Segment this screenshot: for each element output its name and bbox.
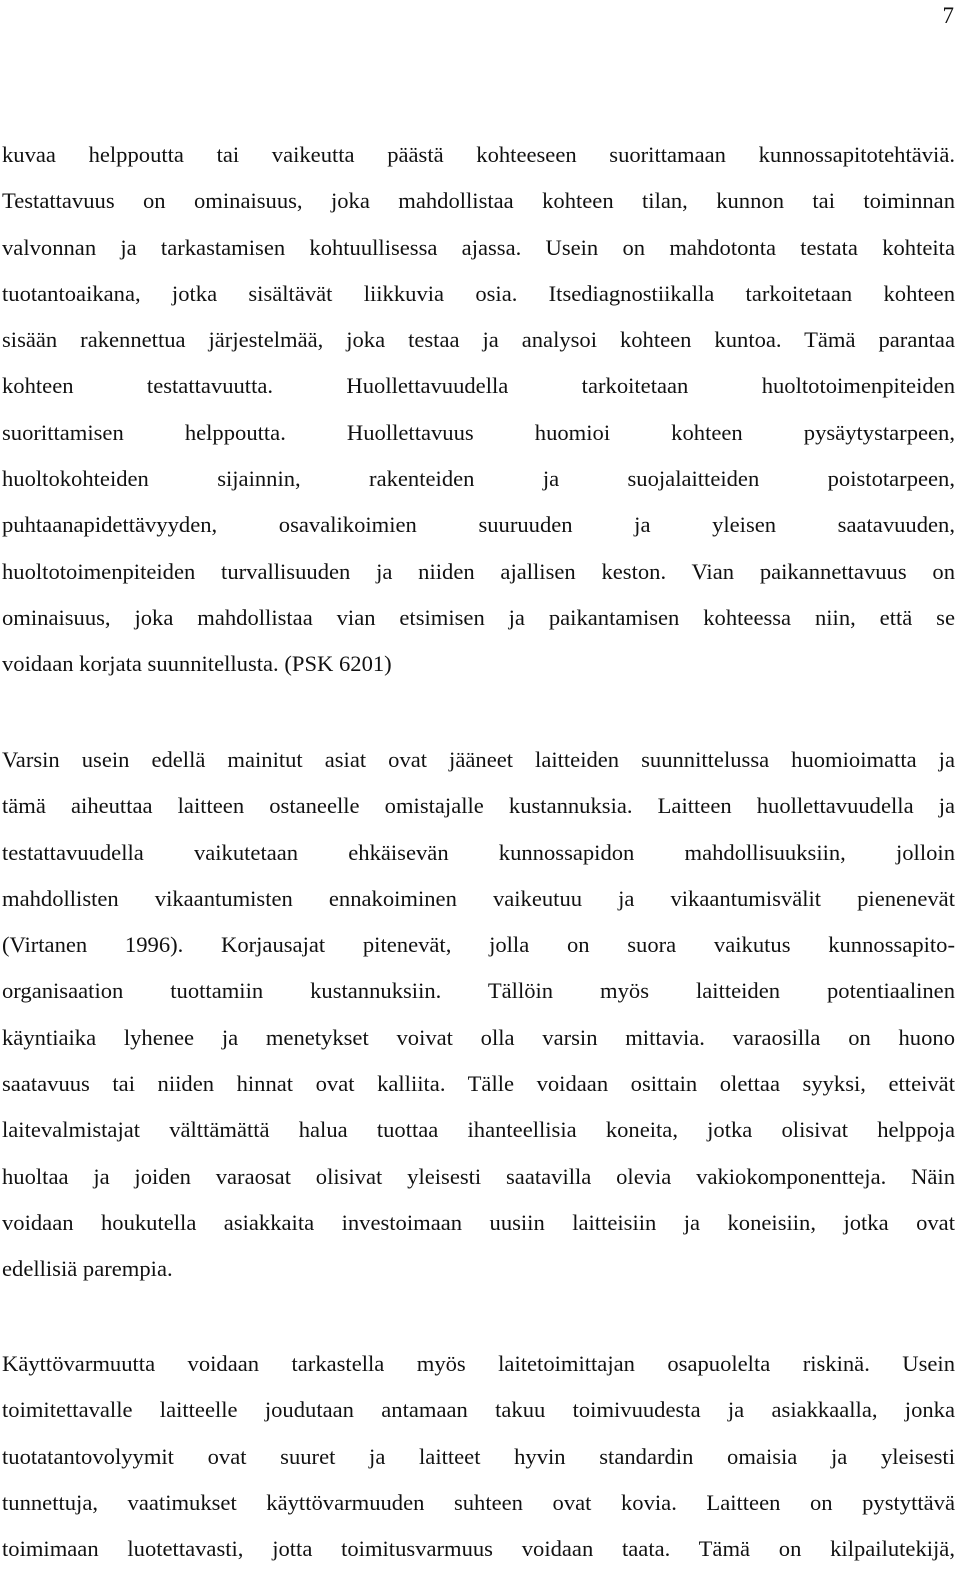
paragraph-line: ominaisuus, joka mahdollistaa vian etsimisen ja paikantamisen kohteessa niin, että se (2, 604, 955, 630)
paragraph-line: tunnettuja, vaatimukset käyttövarmuuden suhteen ovat kovia. Laitteen on pystyttävä (2, 1489, 955, 1515)
paragraph-line: käyntiaika lyhenee ja menetykset voivat olla varsin mittavia. varaosilla on huono (2, 1024, 955, 1050)
paragraph-1 (2, 132, 955, 688)
paragraph-3 (2, 1341, 955, 1572)
paragraph-line: puhtaanapidettävyyden, osavalikoimien suuruuden ja yleisen saatavuuden, (2, 512, 955, 538)
paragraph-line: huoltokohteiden sijainnin, rakenteiden ja suojalaitteiden poistotarpeen, (2, 466, 955, 492)
paragraph-line: kohteen testattavuutta. Huollettavuudella tarkoitetaan huoltotoimenpiteiden (2, 373, 955, 399)
paragraph-line: toimitettavalle laitteelle joudutaan antamaan takuu toimivuudesta ja asiakkaalla, jonka (2, 1397, 955, 1423)
paragraph-line: laitevalmistajat välttämättä halua tuottaa ihanteellisia koneita, jotka olisivat helppoja (2, 1117, 955, 1143)
paragraph-line: sisään rakennettua järjestelmää, joka testaa ja analysoi kohteen kuntoa. Tämä parantaa (2, 327, 955, 353)
paragraph-line: mahdollisten vikaantumisten ennakoiminen vaikeutuu ja vikaantumisvälit pienenevät (2, 885, 955, 911)
paragraph-line: tuotantoaikana, jotka sisältävät liikkuvia osia. Itsediagnostiikalla tarkoitetaan kohteen (2, 280, 955, 306)
paragraph-line: testattavuudella vaikutetaan ehkäisevän kunnossapidon mahdollisuuksiin, jolloin (2, 839, 955, 865)
paragraph-line: Testattavuus on ominaisuus, joka mahdollistaa kohteen tilan, kunnon tai toiminnan (2, 188, 955, 214)
paragraph-line: tämä aiheuttaa laitteen ostaneelle omistajalle kustannuksia. Laitteen huollettavuudella ja (2, 793, 955, 819)
paragraph-line: voidaan korjata suunnitellusta. (PSK 6201) (2, 651, 392, 677)
paragraph-line: huoltaa ja joiden varaosat olisivat yleisesti saatavilla olevia vakiokomponentteja. Näin (2, 1163, 955, 1189)
paragraph-line: organisaation tuottamiin kustannuksiin. Tällöin myös laitteiden potentiaalinen (2, 978, 955, 1004)
paragraph-line: Varsin usein edellä mainitut asiat ovat jääneet laitteiden suunnittelussa huomioimatta ja (2, 747, 955, 772)
paragraph-line: toimimaan luotettavasti, jotta toimitusvarmuus voidaan taata. Tämä on kilpailutekijä, (2, 1536, 955, 1562)
paragraph-line: Käyttövarmuutta voidaan tarkastella myös laitetoimittajan osapuolelta riskinä. Usein (2, 1351, 955, 1376)
paragraph-line: tuotatantovolyymit ovat suuret ja laitteet hyvin standardin omaisia ja yleisesti (2, 1443, 955, 1469)
paragraph-line: valvonnan ja tarkastamisen kohtuullisessa ajassa. Usein on mahdotonta testata kohteita (2, 234, 955, 260)
paragraph-line: voidaan houkutella asiakkaita investoimaan uusiin laitteisiin ja koneisiin, jotka ovat (2, 1209, 955, 1235)
paragraph-line: suorittamisen helppoutta. Huollettavuus huomioi kohteen pysäytystarpeen, (2, 419, 955, 445)
paragraph-line: edellisiä parempia. (2, 1256, 173, 1282)
page-number: 7 (942, 3, 954, 28)
paragraph-line: kuvaa helppoutta tai vaikeutta päästä kohteeseen suorittamaan kunnossapitotehtäviä. (2, 142, 955, 167)
paragraph-line: (Virtanen 1996). Korjausajat pitenevät, jolla on suora vaikutus kunnossapito- (2, 932, 955, 958)
paragraph-line: saatavuus tai niiden hinnat ovat kalliita. Tälle voidaan osittain olettaa syyksi, etteivät (2, 1071, 955, 1097)
paragraph-2 (2, 737, 955, 1293)
paragraph-line: huoltotoimenpiteiden turvallisuuden ja niiden ajallisen keston. Vian paikannettavuus on (2, 558, 955, 584)
